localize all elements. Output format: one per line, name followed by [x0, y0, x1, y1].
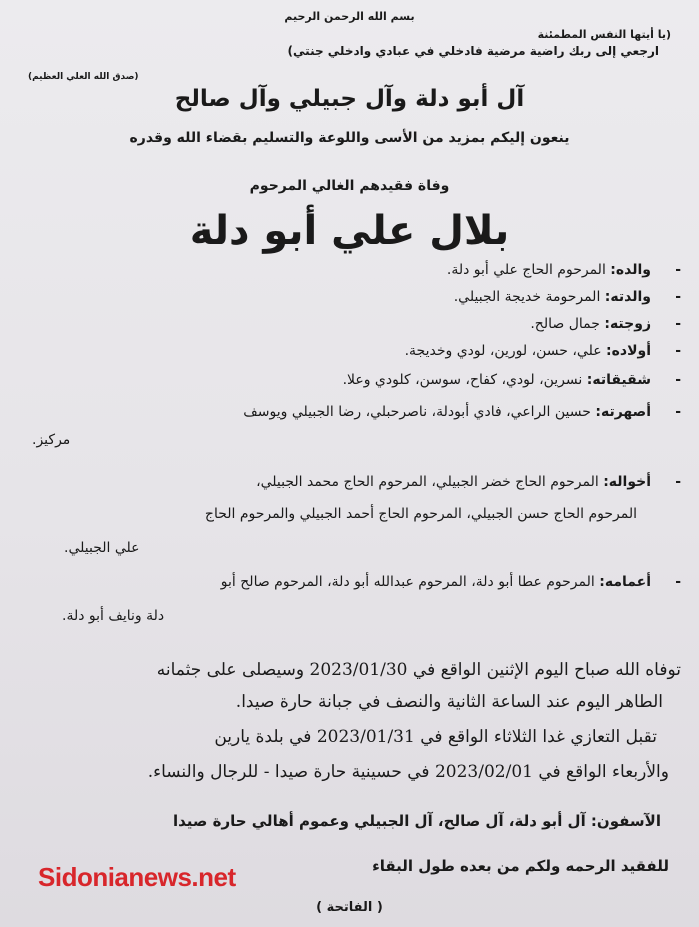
relative-label: شقيقاته: — [586, 372, 651, 388]
relative-sisters: - شقيقاته: نسرين، لودي، كفاح، سوسن، كلودي وعلا. — [342, 372, 681, 388]
families-heading: آل أبو دلة وآل جبيلي وآل صالح — [174, 86, 525, 112]
relative-text: حسين الراعي، فادي أبودلة، ناصرحبلي، رضا الجبيلي ويوسف — [243, 404, 596, 420]
relative-in-laws: - أصهرته: حسين الراعي، فادي أبودلة، ناصرحبلي، رضا الجبيلي ويوسف — [243, 404, 681, 420]
intro-line-1: ينعون إليكم بمزيد من الأسى واللوعة والتسليم بقضاء الله وقدره — [129, 130, 570, 146]
watermark-logo: Sidonianews.net — [38, 862, 236, 892]
relative-text: نسرين، لودي، كفاح، سوسن، كلودي وعلا. — [342, 372, 587, 388]
intro-line-2: وفاة فقيدهم الغالي المرحوم — [249, 178, 450, 194]
relative-text: المرحومة خديجة الجبيلي. — [453, 289, 605, 305]
relative-text: المرحوم عطا أبو دلة، المرحوم عبدالله أبو دلة، المرحوم صالح أبو — [220, 574, 600, 590]
death-notice-line-3: تقبل التعازي غدا الثلاثاء الواقع في 2023/01/31 في بلدة يارين — [214, 727, 657, 747]
death-notice-line-4: والأربعاء الواقع في 2023/02/01 في حسينية حارة صيدا - للرجال والنساء. — [147, 762, 669, 782]
deceased-name: بلال علي أبو دلة — [189, 208, 510, 254]
relative-father: - والده: المرحوم الحاج علي أبو دلة. — [446, 262, 681, 278]
relative-maternal-uncles-cont-1: المرحوم الحاج حسن الجبيلي، المرحوم الحاج أحمد الجبيلي والمرحوم الحاج — [204, 506, 637, 522]
relative-label: أولاده: — [606, 343, 651, 359]
relative-text: جمال صالح. — [530, 316, 605, 332]
closing-wish: للفقيد الرحمه ولكم من بعده طول البقاء — [372, 857, 669, 875]
relative-children: - أولاده: علي، حسن، لورين، لودي وخديجة. — [404, 343, 681, 359]
relative-paternal-uncles: - أعمامه: المرحوم عطا أبو دلة، المرحوم عبدالله أبو دلة، المرحوم صالح أبو — [220, 574, 681, 590]
relative-text: المرحوم الحاج خضر الجبيلي، المرحوم الحاج محمد الجبيلي، — [256, 474, 604, 490]
relative-maternal-uncles-cont-2: علي الجبيلي. — [64, 540, 140, 556]
relative-label: والده: — [610, 262, 651, 278]
relative-label: أعمامه: — [599, 574, 651, 590]
death-notice-line-2: الطاهر اليوم عند الساعة الثانية والنصف في جبانة حارة صيدا. — [235, 692, 663, 712]
relative-paternal-uncles-cont: دلة ونايف أبو دلة. — [62, 608, 165, 624]
relative-wife: - زوجته: جمال صالح. — [530, 316, 681, 332]
death-notice-line-1: توفاه الله صباح اليوم الإثنين الواقع في 2023/01/30 وسيصلى على جثمانه — [156, 660, 681, 680]
relative-maternal-uncles: - أخواله: المرحوم الحاج خضر الجبيلي، المرحوم الحاج محمد الجبيلي، — [256, 474, 681, 490]
relative-label: والدته: — [604, 289, 651, 305]
basmala: بسم الله الرحمن الرحيم — [284, 10, 415, 23]
relative-mother: - والدته: المرحومة خديجة الجبيلي. — [453, 289, 681, 305]
fatiha-line: ( الفاتحة ) — [316, 900, 383, 915]
relative-text: علي، حسن، لورين، لودي وخديجة. — [404, 343, 607, 359]
relative-label: أخواله: — [603, 474, 651, 490]
quran-verse-line-2: ارجعي إلى ربك راضية مرضية فادخلي في عبادي وادخلي جنتي) — [287, 44, 659, 58]
verse-source: (صدق الله العلي العظيم) — [28, 72, 139, 82]
quran-verse-line-1: (يا أيتها النفس المطمئنة — [537, 28, 671, 41]
relative-text: المرحوم الحاج علي أبو دلة. — [446, 262, 611, 278]
relative-label: أصهرته: — [595, 404, 651, 420]
relative-label: زوجته: — [604, 316, 651, 332]
mourners-line: الآسفون: آل أبو دلة، آل صالح، آل الجبيلي وعموم أهالي حارة صيدا — [172, 812, 661, 830]
relative-in-laws-cont: مركيز. — [32, 432, 71, 448]
